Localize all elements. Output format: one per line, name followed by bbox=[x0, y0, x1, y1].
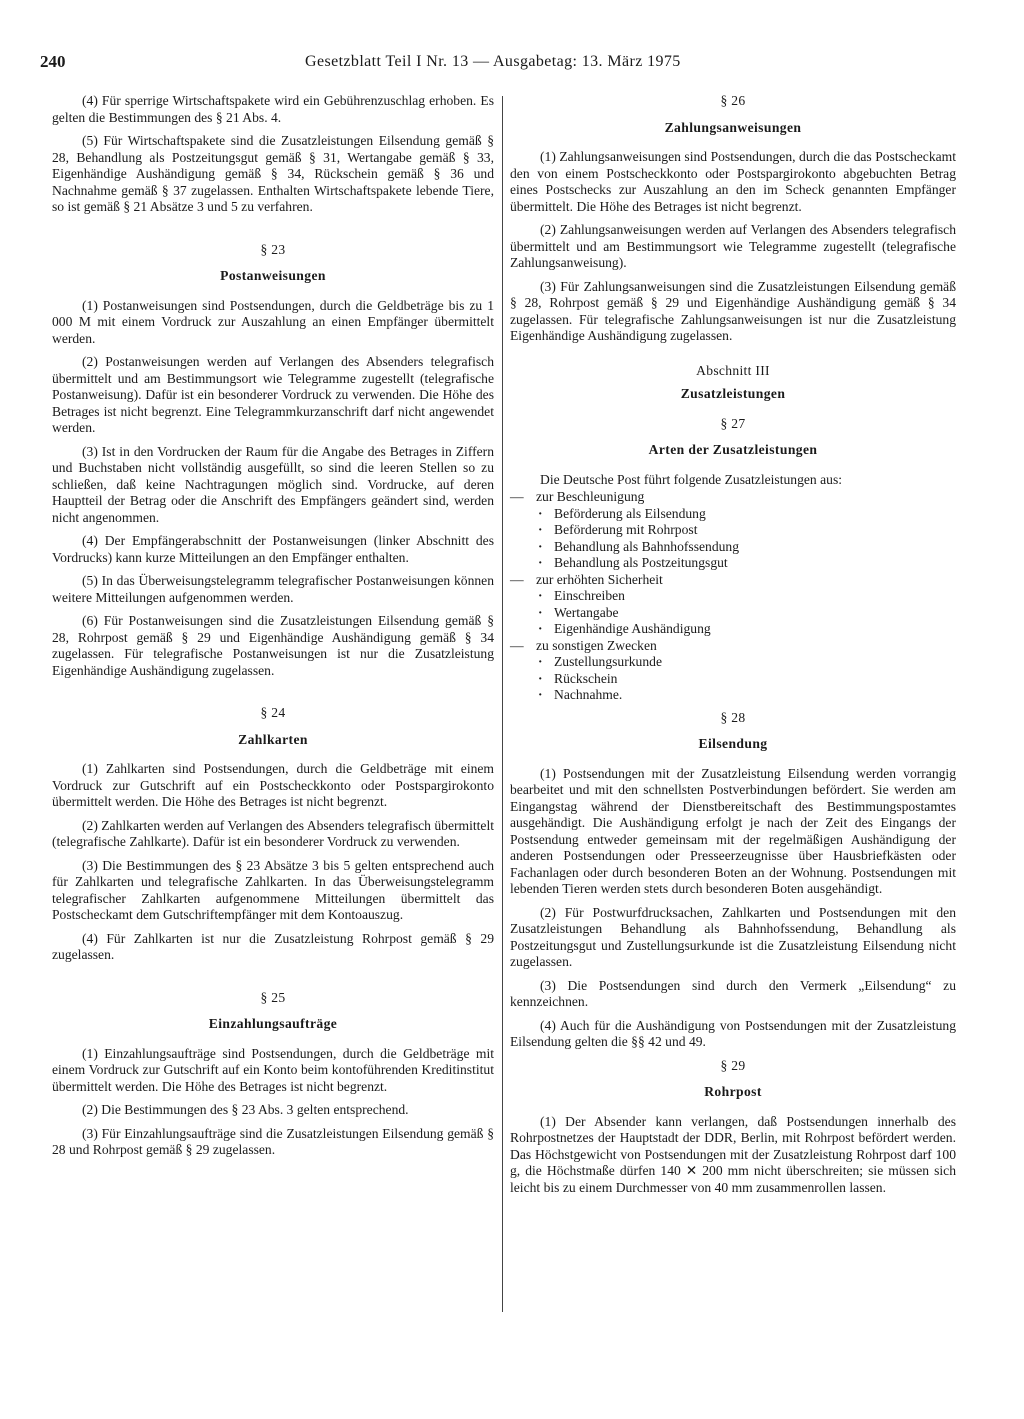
section-title: Eilsendung bbox=[698, 736, 768, 751]
section-number: § 24 bbox=[260, 705, 286, 720]
gazette-title: Gesetzblatt Teil I Nr. 13 — Ausgabetag: 13. März 1975 bbox=[305, 53, 681, 70]
page-number: 240 bbox=[40, 52, 66, 71]
paragraph: (5) Für Wirtschaftspakete sind die Zusatzleistungen Eilsendung gemäß § 28, Behandlung als Postzeitungsgut gemäß § 31, Wertangabe gemäß § 33, Eigenhändige Aushändigung gemäß § 34, Rückschein gemäß § 36 und Nachnahme gemäß § 37 zugelassen. Enthalten Wirtschaftspakete lebende Tiere, so ist gemäß § 21 Absätze 3 und 5 zu verfahren. bbox=[52, 133, 494, 214]
paragraph: (1) Postsendungen mit der Zusatzleistung Eilsendung werden vorrangig bearbeitet und mit den schnellsten Postverbindungen befördert. Sie werden am Eingangstag während der Dienstbereitschaft des Bestimmungspostamtes ausgehändigt. Die Aushändigung erfolgt je nach der Zeit des Eingangs der Postsendung entweder gemeinsam mit der regelmäßigen Aushändigung der anderen Postsendungen oder Presseerzeugnisse über Hausbriefkästen oder Fachanlagen oder durch besonderen Boten an der Wohnung. Postsendungen mit lebenden Tieren werden stets durch besonderen Boten ausgehändigt. bbox=[510, 765, 956, 896]
list-item bbox=[510, 638, 956, 704]
list-item: · Einschreiben bbox=[536, 588, 956, 605]
section-number: § 27 bbox=[720, 415, 746, 431]
section-title: Postanweisungen bbox=[220, 268, 326, 283]
paragraph: (3) Die Postsendungen sind durch den Vermerk „Eilsendung“ zu kennzeichnen. bbox=[510, 977, 956, 1009]
list-item: · Behandlung als Postzeitungsgut bbox=[536, 555, 956, 572]
list-item: · Behandlung als Bahnhofssendung bbox=[536, 539, 956, 556]
column-divider bbox=[502, 96, 503, 1312]
paragraph: (1) Zahlungsanweisungen sind Postsendungen, durch die das Postscheckamt den von einem Postscheckkonto oder Postspargirokonto abgebuchten Betrag eines Postschecks zur Auszahlung an den im Scheck genannten Empfänger übermittelt. Die Höhe des Betrages ist nicht begrenzt. bbox=[510, 149, 956, 214]
service-list bbox=[510, 489, 956, 704]
section-number: § 29 bbox=[720, 1057, 746, 1073]
paragraph: (3) Die Bestimmungen des § 23 Absätze 3 bis 5 gelten entsprechend auch für Zahlkarten und telegrafische Zahlkarten. In das Überweisungstelegramm telegrafischer Zahlkarten aufgenommene Mitteilungen übermittelt das Postscheckamt dem Gutschriftempfänger mit dem Kontoauszug. bbox=[52, 857, 494, 922]
paragraph: (4) Auch für die Aushändigung von Postsendungen mit der Zusatzleistung Eilsendung gelten die §§ 42 und 49. bbox=[510, 1017, 956, 1049]
list-item: · Wertangabe bbox=[536, 605, 956, 622]
list-item: · Rückschein bbox=[536, 671, 956, 688]
paragraph: (2) Postanweisungen werden auf Verlangen des Absenders telegrafisch übermittelt und am Bestimmungsort wie Telegramme zugestellt (telegrafische Postanweisung). Dafür ist ein besonderer Vordruck zu verwenden. Die Höhe des Betrages ist nicht begrenzt. Eine Telegrammkurzanschrift darf nicht angewendet werden. bbox=[52, 354, 494, 435]
section-title: Einzahlungsaufträge bbox=[208, 1016, 338, 1031]
chapter-title: Zusatzleistungen bbox=[680, 386, 786, 401]
paragraph: (2) Die Bestimmungen des § 23 Abs. 3 gelten entsprechend. bbox=[82, 1102, 409, 1117]
group-label: zur Beschleunigung bbox=[536, 489, 645, 504]
section-title: Zahlungsanweisungen bbox=[664, 119, 802, 135]
paragraph: (5) In das Überweisungstelegramm telegrafischer Postanweisungen können weitere Mitteilungen aufgenommen werden. bbox=[52, 573, 494, 605]
paragraph: (1) Einzahlungsaufträge sind Postsendungen, durch die Geldbeträge mit einem Vordruck zur Gutschrift auf ein Konto beim kontoführenden Kreditinstitut übermittelt werden. Die Höhe des Betrages ist nicht begrenzt. bbox=[52, 1045, 494, 1094]
paragraph: (1) Postanweisungen sind Postsendungen, durch die Geldbeträge bis zu 1 000 M mit einem Vordruck zur Auszahlung an einen Empfänger übermittelt werden. bbox=[52, 297, 494, 346]
list-item: · Eigenhändige Aushändigung bbox=[536, 621, 956, 638]
section-number: § 28 bbox=[720, 709, 746, 725]
left-column bbox=[52, 93, 494, 1166]
paragraph: (4) Der Empfängerabschnitt der Postanweisungen (linker Abschnitt des Vordrucks) kann kurze Mitteilungen an den Empfänger enthalten. bbox=[52, 533, 494, 565]
chapter-heading: Abschnitt III bbox=[696, 362, 770, 378]
section-title: Arten der Zusatzleistungen bbox=[648, 442, 818, 457]
group-label: zu sonstigen Zwecken bbox=[536, 637, 657, 653]
list-item: · Nachnahme. bbox=[536, 687, 956, 704]
paragraph: (3) Ist in den Vordrucken der Raum für die Angabe des Betrages in Ziffern und Buchstaben nicht vollständig ausgefüllt, so sind die leeren Stellen so zu schließen, daß keine Nachtragungen möglich sind. Vordrucke, auf deren Hauptteil der Betrag oder die Anschrift des Empfängers geändert sind, werden nicht angenommen. bbox=[52, 443, 494, 525]
paragraph: (4) Für Zahlkarten ist nur die Zusatzleistung Rohrpost gemäß § 29 zugelassen. bbox=[52, 930, 494, 962]
paragraph: (2) Zahlkarten werden auf Verlangen des Absenders telegrafisch übermittelt (telegrafische Zahlkarte). Dafür ist ein besonderer Vordruck zu verwenden. bbox=[52, 817, 494, 849]
section-number: § 26 bbox=[720, 93, 746, 108]
list-item: · Zustellungsurkunde bbox=[536, 654, 956, 671]
list-item: · Beförderung mit Rohrpost bbox=[536, 522, 956, 539]
section-number: § 25 bbox=[260, 989, 286, 1005]
paragraph: (2) Zahlungsanweisungen werden auf Verlangen des Absenders telegrafisch übermittelt und am Bestimmungsort wie Telegramme zugestellt (telegrafische Zahlungsanweisung). bbox=[510, 222, 956, 270]
paragraph: (1) Zahlkarten sind Postsendungen, durch die Geldbeträge mit einem Vordruck zur Gutschrift auf ein Postscheckkonto oder Postspargirokonto übermittelt werden. Die Höhe des Betrages ist nicht begrenzt. bbox=[52, 761, 494, 809]
paragraph: (3) Für Zahlungsanweisungen sind die Zusatzleistungen Eilsendung gemäß § 28, Rohrpost gemäß § 29 und Eigenhändige Aushändigung gemäß § 34 zugelassen. Für telegrafische Zahlungsanweisungen ist nur die Zusatzleistung Eigenhändige Aushändigung zugelassen. bbox=[510, 278, 956, 343]
paragraph: (1) Der Absender kann verlangen, daß Postsendungen innerhalb des Rohrpostnetzes der Hauptstadt der DDR, Berlin, mit Rohrpost befördert werden. Das Höchstgewicht von Postsendungen mit der Zusatzleistung Rohrpost darf 100 g, die Höchstmaße dürfen 140 ✕ 200 mm nicht überschreiten; sie müssen sich leicht bis zu einem Durchmesser von 40 mm zusammenrollen lassen. bbox=[510, 1113, 956, 1195]
list-item bbox=[510, 572, 956, 638]
paragraph: (2) Für Postwurfdrucksachen, Zahlkarten und Postsendungen mit den Zusatzleistungen Behandlung als Bahnhofssendung, Behandlung als Postzeitungsgut und Zustellungsurkunde ist die Zusatzleistung Eilsendung nicht zugelassen. bbox=[510, 904, 956, 969]
paragraph: Die Deutsche Post führt folgende Zusatzleistungen aus: bbox=[540, 471, 843, 487]
paragraph: (3) Für Einzahlungsaufträge sind die Zusatzleistungen Eilsendung gemäß § 28 und Rohrpost gemäß § 29 zugelassen. bbox=[52, 1125, 494, 1157]
paragraph: (6) Für Postanweisungen sind die Zusatzleistungen Eilsendung gemäß § 28, Rohrpost gemäß § 29 und Eigenhändige Aushändigung gemäß § 34 zugelassen. Für telegrafische Postanweisungen ist nur die Zusatzleistung Eigenhändige Aushändigung zugelassen. bbox=[52, 613, 494, 678]
paragraph: (4) Für sperrige Wirtschaftspakete wird ein Gebührenzuschlag erhoben. Es gelten die Bestimmungen des § 21 Abs. 4. bbox=[52, 93, 494, 125]
section-title: Zahlkarten bbox=[238, 731, 308, 747]
page-header bbox=[40, 52, 990, 76]
section-title: Rohrpost bbox=[704, 1084, 762, 1099]
group-label: zur erhöhten Sicherheit bbox=[536, 571, 663, 587]
list-item: · Beförderung als Eilsendung bbox=[536, 506, 956, 523]
list-item bbox=[510, 489, 956, 572]
section-number: § 23 bbox=[260, 241, 286, 257]
right-column bbox=[510, 93, 956, 1203]
